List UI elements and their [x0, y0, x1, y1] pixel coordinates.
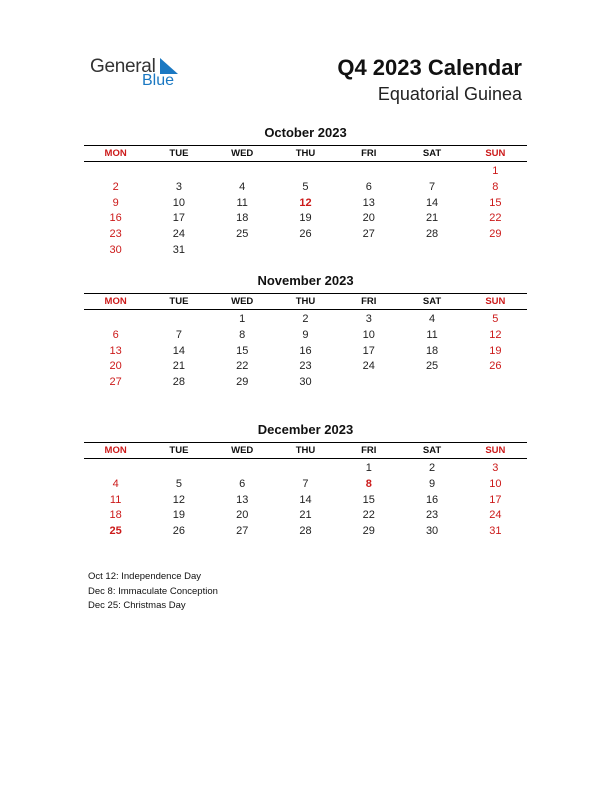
day-cell: 22: [489, 212, 502, 225]
day-cell: 12: [489, 328, 502, 341]
holiday-item: Dec 25: Christmas Day: [88, 600, 186, 611]
day-cell: 9: [112, 196, 119, 209]
day-cell: 24: [489, 509, 502, 522]
day-cell: 28: [299, 525, 312, 538]
day-cell: 16: [299, 344, 312, 357]
logo-blue-text: Blue: [142, 72, 175, 89]
day-cell: 5: [492, 313, 499, 325]
month-grid: [84, 164, 527, 259]
day-header-fri: FRI: [361, 148, 377, 159]
day-cell: 6: [239, 477, 246, 490]
day-cell: 3: [492, 462, 499, 474]
day-cell: 21: [172, 360, 186, 373]
day-header-row: [84, 442, 527, 459]
day-cell: 1: [492, 165, 499, 177]
day-cell: 6: [112, 328, 119, 341]
empty-day-cell: [84, 164, 147, 180]
day-cell: 12: [299, 196, 312, 209]
day-cell: 30: [425, 525, 439, 538]
day-cell: 18: [425, 344, 439, 357]
logo-general-text: General: [90, 56, 156, 77]
day-cell: 28: [425, 228, 439, 241]
day-cell: 8: [365, 477, 372, 490]
month-grid: [84, 312, 527, 391]
empty-day-cell: [464, 375, 527, 391]
day-cell: 21: [425, 212, 439, 225]
empty-day-cell: [400, 164, 463, 180]
day-cell: 26: [299, 228, 312, 241]
day-cell: 19: [172, 509, 186, 522]
day-cell: 7: [429, 180, 436, 193]
day-cell: 16: [109, 212, 122, 225]
empty-day-cell: [337, 164, 400, 180]
day-cell: 21: [299, 509, 312, 522]
day-header-row: [84, 145, 527, 162]
day-header-wed: WED: [231, 148, 254, 159]
day-cell: 9: [302, 328, 309, 341]
day-header-tue: TUE: [169, 445, 189, 456]
day-cell: 1: [365, 462, 372, 474]
day-header-mon: MON: [104, 148, 127, 159]
day-cell: 31: [172, 243, 186, 256]
day-header-wed: WED: [231, 296, 254, 307]
day-header-thu: THU: [295, 148, 316, 159]
month-october: [84, 125, 527, 259]
day-cell: 7: [175, 328, 182, 341]
empty-day-cell: [464, 243, 527, 259]
month-december: [84, 422, 527, 540]
day-cell: 23: [425, 509, 439, 522]
day-cell: 14: [425, 196, 439, 209]
day-cell: 25: [109, 525, 122, 538]
page-subtitle: Equatorial Guinea: [377, 84, 522, 104]
day-cell: 8: [492, 180, 499, 193]
empty-day-cell: [274, 164, 337, 180]
day-cell: 28: [172, 376, 186, 389]
day-cell: 12: [172, 493, 186, 506]
day-cell: 15: [489, 196, 502, 209]
day-header-row: [84, 293, 527, 310]
day-cell: 11: [426, 328, 438, 341]
page-title: Q4 2023 Calendar: [337, 55, 522, 80]
day-cell: 20: [236, 509, 249, 522]
day-cell: 25: [425, 360, 439, 373]
day-cell: 17: [362, 344, 375, 357]
day-cell: 3: [365, 313, 372, 325]
empty-day-cell: [337, 243, 400, 259]
day-cell: 13: [236, 493, 249, 506]
day-cell: 2: [112, 180, 119, 193]
day-header-thu: THU: [295, 445, 316, 456]
day-cell: 14: [172, 344, 186, 357]
empty-day-cell: [147, 164, 210, 180]
day-cell: 22: [362, 509, 375, 522]
holiday-item: Dec 8: Immaculate Conception: [88, 585, 218, 597]
month-grid: [84, 461, 527, 540]
day-cell: 3: [175, 180, 182, 193]
month-november: [84, 273, 527, 391]
day-header-wed: WED: [231, 445, 254, 456]
empty-day-cell: [211, 461, 274, 477]
day-cell: 19: [299, 212, 312, 225]
day-cell: 30: [299, 376, 312, 389]
day-cell: 29: [489, 228, 502, 241]
day-cell: 11: [236, 196, 248, 209]
day-header-sat: SAT: [422, 296, 442, 307]
day-header-sun: SUN: [485, 296, 506, 307]
day-cell: 9: [429, 477, 436, 490]
month-title: December 2023: [257, 422, 354, 437]
day-cell: 20: [362, 212, 375, 225]
day-cell: 5: [302, 180, 309, 193]
day-cell: 10: [362, 328, 375, 341]
day-cell: 2: [302, 313, 309, 325]
month-title: November 2023: [257, 273, 354, 288]
day-cell: 23: [109, 228, 122, 241]
day-cell: 11: [109, 493, 122, 506]
holiday-list: [88, 570, 218, 614]
day-cell: 1: [239, 313, 246, 325]
day-cell: 15: [236, 344, 249, 357]
day-cell: 18: [236, 212, 249, 225]
day-cell: 22: [236, 360, 249, 373]
day-cell: 23: [299, 360, 312, 373]
day-cell: 29: [362, 525, 375, 538]
day-cell: 10: [172, 196, 186, 209]
day-header-thu: THU: [295, 296, 316, 307]
day-cell: 5: [175, 477, 182, 490]
day-cell: 18: [109, 509, 122, 522]
day-header-tue: TUE: [169, 148, 189, 159]
day-cell: 13: [109, 344, 122, 357]
empty-day-cell: [147, 461, 210, 477]
day-cell: 4: [239, 180, 246, 193]
day-cell: 24: [172, 228, 186, 241]
day-header-sat: SAT: [422, 445, 442, 456]
day-cell: 8: [239, 328, 246, 341]
day-cell: 27: [236, 525, 249, 538]
empty-day-cell: [147, 312, 210, 328]
day-cell: 13: [362, 196, 375, 209]
empty-day-cell: [400, 375, 463, 391]
empty-day-cell: [274, 243, 337, 259]
empty-day-cell: [274, 461, 337, 477]
day-cell: 6: [365, 180, 372, 193]
day-cell: 26: [489, 360, 502, 373]
empty-day-cell: [211, 243, 274, 259]
empty-day-cell: [400, 243, 463, 259]
day-cell: 30: [109, 243, 122, 256]
day-cell: 26: [172, 525, 186, 538]
day-header-mon: MON: [104, 296, 127, 307]
day-header-fri: FRI: [361, 296, 377, 307]
day-cell: 10: [489, 477, 502, 490]
day-cell: 2: [429, 462, 436, 474]
day-header-tue: TUE: [169, 296, 189, 307]
day-cell: 7: [302, 477, 309, 490]
day-cell: 17: [172, 212, 186, 225]
day-cell: 17: [489, 493, 502, 506]
day-cell: 24: [362, 360, 375, 373]
day-cell: 15: [362, 493, 375, 506]
day-cell: 25: [236, 228, 249, 241]
empty-day-cell: [84, 312, 147, 328]
day-cell: 29: [236, 376, 249, 389]
empty-day-cell: [84, 461, 147, 477]
holiday-item: Oct 12: Independence Day: [88, 571, 202, 582]
day-cell: 19: [489, 344, 502, 357]
logo: [90, 56, 200, 96]
day-cell: 14: [299, 493, 312, 506]
day-header-sun: SUN: [485, 148, 506, 159]
day-cell: 27: [109, 376, 122, 389]
day-cell: 4: [112, 477, 119, 490]
day-cell: 4: [429, 313, 436, 325]
day-cell: 20: [109, 360, 122, 373]
day-cell: 16: [425, 493, 439, 506]
empty-day-cell: [337, 375, 400, 391]
month-title: October 2023: [264, 125, 347, 140]
empty-day-cell: [211, 164, 274, 180]
day-header-sun: SUN: [485, 445, 506, 456]
day-header-mon: MON: [104, 445, 127, 456]
day-cell: 27: [362, 228, 375, 241]
day-header-fri: FRI: [361, 445, 377, 456]
day-header-sat: SAT: [422, 148, 442, 159]
day-cell: 31: [489, 525, 502, 538]
